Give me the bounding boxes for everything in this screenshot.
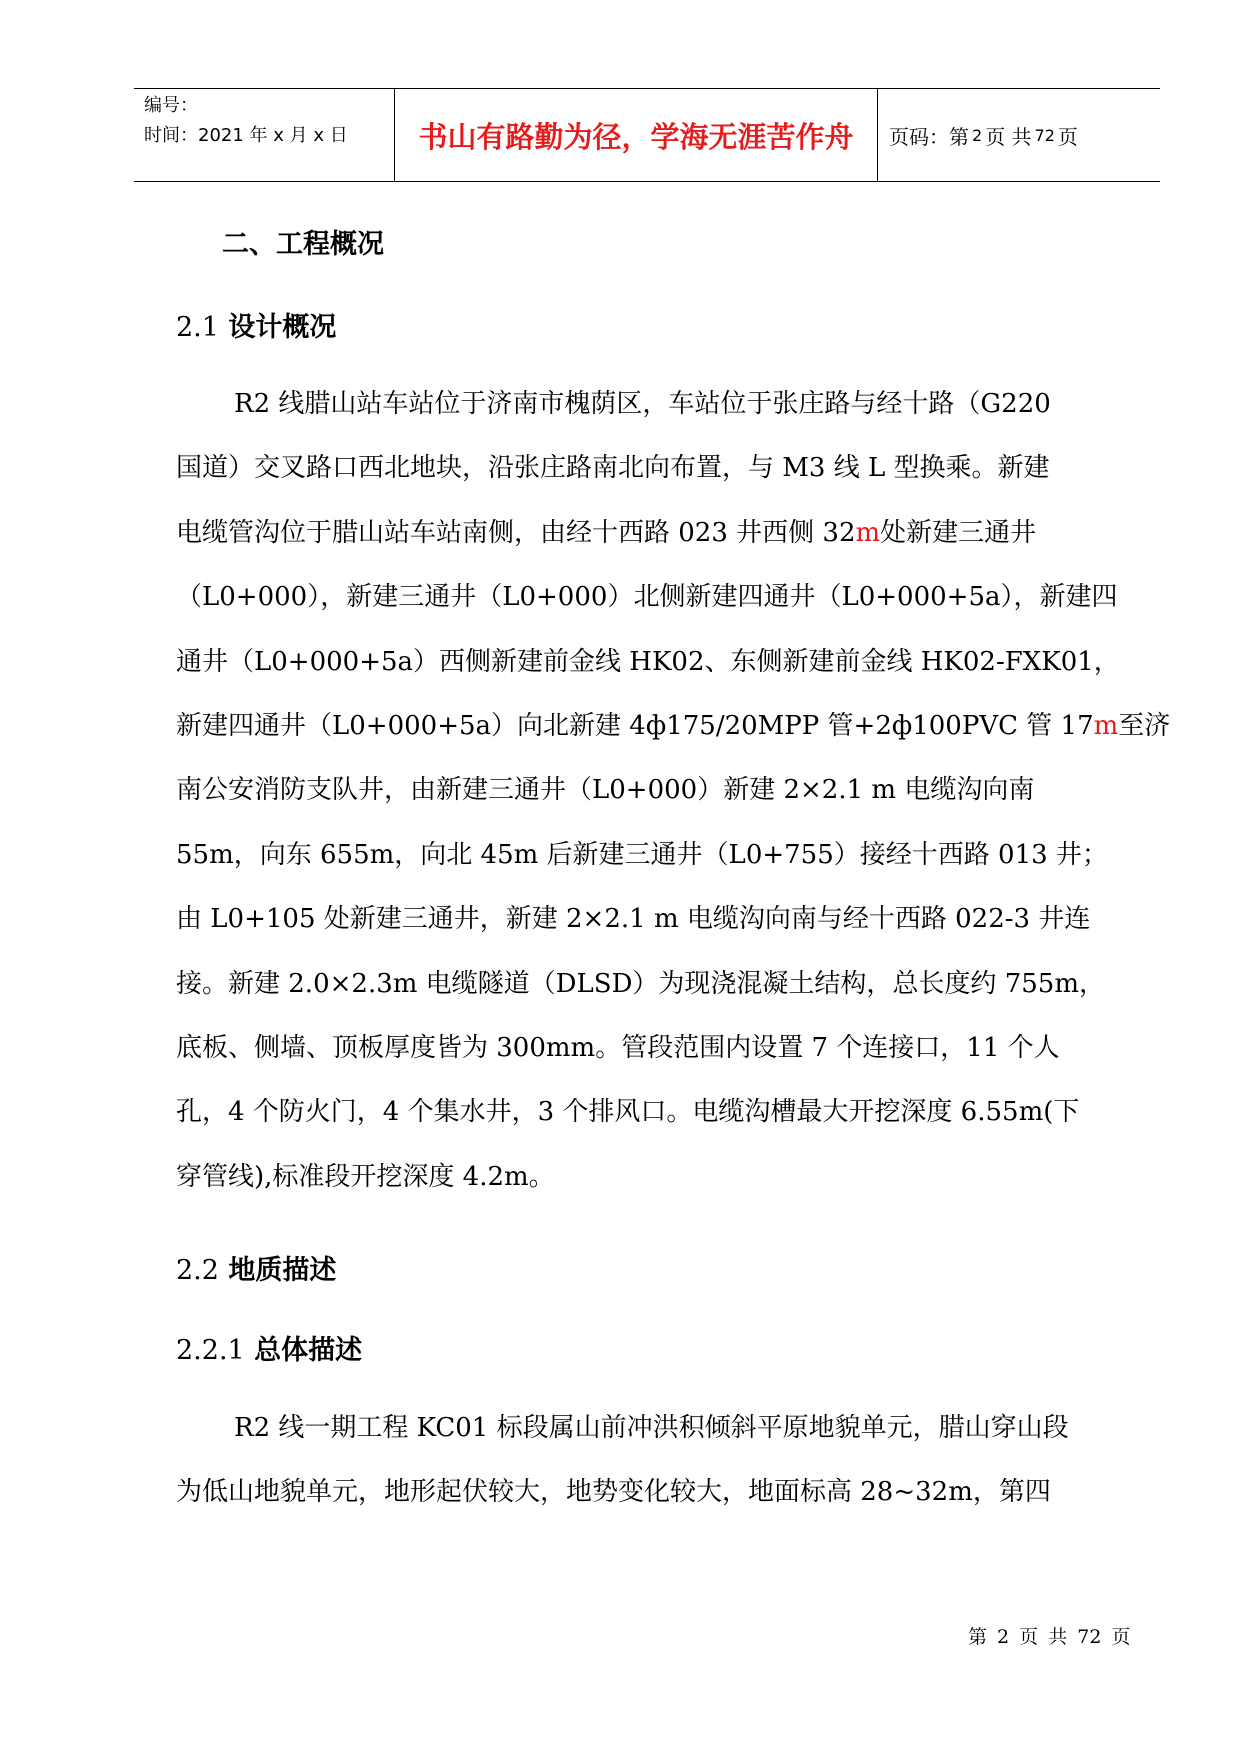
page-suffix: 页 [1057,124,1078,149]
header-motto: 书山有路勤为径，学海无涯苦作舟 [418,119,854,154]
header-meta [144,91,394,151]
heading-text: 地质描述 [228,1255,337,1286]
heading-2-2 [176,1248,336,1287]
paragraph-line: 南公安消防支队井，由新建三通井（L0+000）新建 2×2.1 m 电缆沟向南 [176,775,1035,806]
red-unit: m [855,517,881,548]
page-mid: 页 共 [985,124,1032,149]
heading-text: 设计概况 [228,312,337,343]
section-title: 二、工程概况 [222,229,384,260]
paragraph-line: 通井（L0+000+5a）西侧新建前金线 HK02、东侧新建前金线 HK02-FXK01， [176,646,1120,677]
paragraph-line: 由 L0+105 处新建三通井，新建 2×2.1 m 电缆沟向南与经十西路 022-3 井连 [176,904,1091,935]
paragraph-line: 国道）交叉路口西北地块，沿张庄路南北向布置，与 M3 线 L 型换乘。新建 [176,453,1050,484]
line-text: 新建四通井（L0+000+5a）向北新建 4ф175/20MPP 管+2ф100PVC 管 17 [176,711,1094,742]
heading-2-1 [176,305,336,344]
page-header [134,88,1160,182]
design-overview-paragraph [176,372,1171,1209]
document-time: 时间：2021 年 x 月 x 日 [144,125,348,146]
header-divider [877,89,878,181]
heading-number: 2.1 [176,312,219,343]
line-text: 至济 [1118,711,1171,742]
paragraph-line [176,501,1136,565]
heading-number: 2.2.1 [176,1335,245,1366]
heading-2-2-1 [176,1328,362,1367]
geology-paragraph [176,1396,1136,1525]
document-number-label: 编号： [144,95,198,116]
paragraph-line: 穿管线),标准段开挖深度 4.2m。 [176,1161,555,1192]
heading-text: 总体描述 [254,1335,363,1366]
paragraph-line: （L0+000），新建三通井（L0+000）北侧新建四通井（L0+000+5a），新建四 [176,582,1118,613]
paragraph-line: R2 线一期工程 KC01 标段属山前冲洪积倾斜平原地貌单元，腊山穿山段 [234,1413,1069,1443]
page-prefix: 页码：第 [889,124,969,149]
paragraph-line: 接。新建 2.0×2.3m 电缆隧道（DLSD）为现浇混凝土结构，总长度约 755m， [176,968,1105,999]
line-text: 处新建三通井 [880,517,1037,548]
paragraph-line: 底板、侧墙、顶板厚度皆为 300mm。管段范围内设置 7 个连接口，11 个人 [176,1033,1060,1064]
paragraph-line: 55m，向东 655m，向北 45m 后新建三通井（L0+755）接经十西路 013 井； [176,839,1108,870]
page-footer: 第 2 页 共 72 页 [968,1626,1131,1648]
header-divider [394,89,395,181]
page-number: 2 [972,125,983,145]
heading-number: 2.2 [176,1255,219,1286]
line-text: 电缆管沟位于腊山站车站南侧，由经十西路 023 井西侧 32 [176,517,856,548]
paragraph-line: 孔，4 个防火门，4 个集水井，3 个排风口。电缆沟槽最大开挖深度 6.55m(下 [176,1097,1080,1128]
paragraph-line: 为低山地貌单元，地形起伏较大，地势变化较大，地面标高 28~32m，第四 [176,1477,1051,1508]
header-page-info [889,89,1078,181]
paragraph-line [176,694,1171,758]
paragraph-line: R2 线腊山站车站位于济南市槐荫区，车站位于张庄路与经十路（G220 [234,389,1051,419]
page-total: 72 [1034,125,1055,145]
red-unit: m [1093,711,1119,742]
